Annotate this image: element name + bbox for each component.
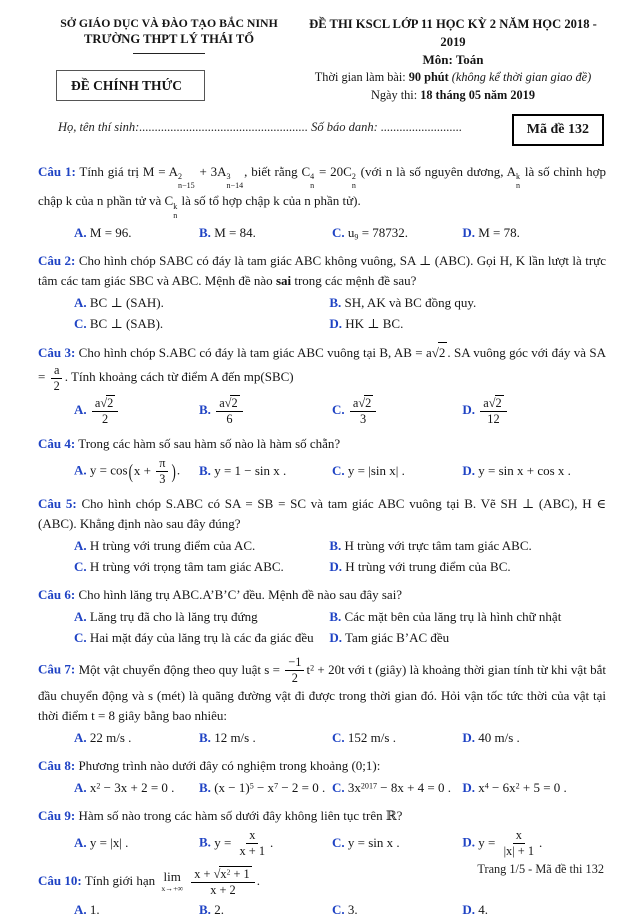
option-d: D. y = $\frac{x}{|x| + 1}$ . <box>462 828 606 859</box>
question-3 <box>38 342 606 427</box>
option-c: C. H trùng với trọng tâm tam giác ABC. <box>74 557 329 578</box>
question-9-label: Câu 9: <box>38 808 75 823</box>
question-5-stem: Cho hình chóp S.ABC có SA = SB = SC và tam giác ABC vuông tại B. Vẽ SH ⊥ (ABC), H ∈ (ABC). Khẳng định nào sau đây đúng? <box>38 496 606 531</box>
option-b: B. H trùng với trực tâm tam giác ABC. <box>329 536 606 557</box>
question-5-options <box>38 536 606 578</box>
exam-duration-line <box>300 69 606 86</box>
candidate-id-label: Số báo danh: <box>308 120 381 134</box>
question-7-label: Câu 7: <box>38 662 75 677</box>
question-4-options <box>38 456 606 487</box>
candidate-info-line <box>38 114 512 135</box>
option-b: B. Các mặt bên của lăng trụ là hình chữ nhật <box>329 607 606 628</box>
question-4-stem: Trong các hàm số sau hàm số nào là hàm số chẵn? <box>78 436 340 451</box>
option-d: D. y = sin x + cos x . <box>462 461 606 482</box>
header-left <box>38 16 300 104</box>
candidate-name-dots: ...................................................... <box>139 120 308 134</box>
date-label: Ngày thi: <box>371 88 420 102</box>
header-right <box>300 16 606 104</box>
question-2-stem: Cho hình chóp SABC có đáy là tam giác ABC không vuông, SA ⊥ (ABC). Gọi H, K lần lượt là trực tâm các tam giác SBC và ABC. Mệnh đề nào sai trong các mệnh đề sau? <box>38 253 606 288</box>
question-3-options <box>38 395 606 427</box>
question-3-stem: Cho hình chóp S.ABC có đáy là tam giác ABC vuông tại B, AB = a √ 2 . SA vuông góc với đáy và SA = $\frac{a}{2}$ . Tính khoảng cách từ điểm A đến mp(SBC) <box>38 345 606 384</box>
option-b: B. 2. <box>199 900 332 920</box>
school-name: TRƯỜNG THPT LÝ THÁI TỔ <box>38 31 300 47</box>
option-d: D. H trùng với trung điểm của BC. <box>329 557 606 578</box>
option-d: D. HK ⊥ BC. <box>329 314 606 335</box>
option-b: B. $(x - 1)^5 - x^7 - 2 = 0$ . <box>199 778 332 799</box>
question-7-stem: Một vật chuyển động theo quy luật s = $\frac{-1}{2}$ $t^2 + 20t$ với t (giây) là khoảng thời gian tính từ khi vật bắt đầu chuyển động và s (mét) là quãng đường vật đi được trong thời gian đó. Hỏi vận tốc tức thời của vật tại thời điểm t = 8 giây bằng bao nhiêu: <box>38 662 606 723</box>
question-1 <box>38 162 606 244</box>
question-6-label: Câu 6: <box>38 587 75 602</box>
question-6-options <box>38 607 606 649</box>
option-d: D. M = 78. <box>462 223 606 244</box>
question-1-stem: Tính giá trị M = A 2 n−15 + 3A 3 n−14 , biết rằng C 4 n = 20C 2 n (với n là số nguyên dương, A k n là số chỉnh hợp chập k của n phần tử và C k n là số tổ hợp chập k của n phần tử). <box>38 164 606 208</box>
duration-note: (không kể thời gian giao đề) <box>452 70 591 84</box>
option-a: A. H trùng với trung điểm của AC. <box>74 536 329 557</box>
exam-date-line <box>300 87 606 104</box>
option-c: C. y = |sin x| . <box>332 461 462 482</box>
question-3-label: Câu 3: <box>38 345 75 360</box>
question-2-label: Câu 2: <box>38 253 75 268</box>
option-c: C. BC ⊥ (SAB). <box>74 314 329 335</box>
header <box>38 16 606 104</box>
option-c: C. Hai mặt đáy của lăng trụ là các đa giác đều <box>74 628 329 649</box>
exam-title: ĐỀ THI KSCL LỚP 11 HỌC KỲ 2 NĂM HỌC 2018 - 2019 <box>300 16 606 51</box>
option-d: D. a √ 2 12 <box>462 395 606 427</box>
option-d: D. 40 m/s . <box>462 728 606 749</box>
option-a: A. Lăng trụ đã cho là lăng trụ đứng <box>74 607 329 628</box>
option-d: D. Tam giác B’AC đều <box>329 628 606 649</box>
candidate-name-label: Họ, tên thí sinh: <box>58 120 139 134</box>
option-a: A. y = cos(x + $\frac{\pi}{3}$ ). <box>74 456 199 487</box>
option-a: A. BC ⊥ (SAH). <box>74 293 329 314</box>
department-name: SỞ GIÁO DỤC VÀ ĐÀO TẠO BẮC NINH <box>38 16 300 31</box>
exam-subject: Môn: Toán <box>300 51 606 69</box>
question-1-options <box>38 223 606 244</box>
divider-rule <box>133 53 205 54</box>
question-6-stem: Cho hình lăng trụ ABC.A’B’C’ đều. Mệnh đề nào sau đây sai? <box>78 587 402 602</box>
candidate-id-dots: .......................... <box>381 120 462 134</box>
question-4-label: Câu 4: <box>38 436 75 451</box>
question-7 <box>38 655 606 749</box>
question-10-stem: Tính giới hạn lim x→+∞ x + √ $x^2 + 1$ x + 2 . <box>85 873 260 888</box>
question-5 <box>38 494 606 578</box>
date-value: 18 tháng 05 năm 2019 <box>420 88 535 102</box>
question-8 <box>38 756 606 799</box>
option-c: C. 152 m/s . <box>332 728 462 749</box>
option-c: C. u9 = 78732. <box>332 223 462 244</box>
option-b: B. y = 1 − sin x . <box>199 461 332 482</box>
question-7-options <box>38 728 606 749</box>
option-b: B. 12 m/s . <box>199 728 332 749</box>
option-c: C. y = sin x . <box>332 833 462 854</box>
question-2 <box>38 251 606 335</box>
question-9-stem: Hàm số nào trong các hàm số dưới đây không liên tục trên ℝ? <box>78 808 402 823</box>
option-a: A. M = 96. <box>74 223 199 244</box>
exam-code-box: Mã đề 132 <box>512 114 604 146</box>
question-9-options <box>38 828 606 859</box>
question-10-label: Câu 10: <box>38 873 82 888</box>
official-stamp-wrap <box>38 70 300 102</box>
option-d: D. $x^4 - 6x^2 + 5 = 0$ . <box>462 778 606 799</box>
option-a: A. 1. <box>74 900 199 920</box>
duration-value: 90 phút <box>409 70 452 84</box>
question-8-stem: Phương trình nào dưới đây có nghiệm trong khoảng (0;1): <box>78 758 380 773</box>
option-c: C. 3. <box>332 900 462 920</box>
page-footer: Trang 1/5 - Mã đề thi 132 <box>477 862 604 877</box>
question-9 <box>38 806 606 859</box>
question-4 <box>38 434 606 487</box>
questions <box>38 162 606 920</box>
official-stamp-box: ĐỀ CHÍNH THỨC <box>56 70 205 102</box>
question-10-options <box>38 900 606 920</box>
question-5-label: Câu 5: <box>38 496 77 511</box>
option-c: C. $3x^{2017} - 8x + 4 = 0$ . <box>332 778 462 799</box>
candidate-row <box>38 114 606 146</box>
question-8-options <box>38 778 606 799</box>
option-a: A. 22 m/s . <box>74 728 199 749</box>
duration-label: Thời gian làm bài: <box>315 70 409 84</box>
option-a: A. $x^2 - 3x + 2 = 0$ . <box>74 778 199 799</box>
option-b: B. y = $\frac{x}{x + 1}$ . <box>199 828 332 859</box>
option-c: C. a √ 2 3 <box>332 395 462 427</box>
option-a: A. y = |x| . <box>74 833 199 854</box>
question-8-label: Câu 8: <box>38 758 75 773</box>
question-2-options <box>38 293 606 335</box>
option-a: A. a √ 2 2 <box>74 395 199 427</box>
question-1-label: Câu 1: <box>38 164 76 179</box>
option-b: B. M = 84. <box>199 223 332 244</box>
question-6 <box>38 585 606 649</box>
option-b: B. SH, AK và BC đồng quy. <box>329 293 606 314</box>
option-b: B. a √ 2 6 <box>199 395 332 427</box>
option-d: D. 4. <box>462 900 606 920</box>
